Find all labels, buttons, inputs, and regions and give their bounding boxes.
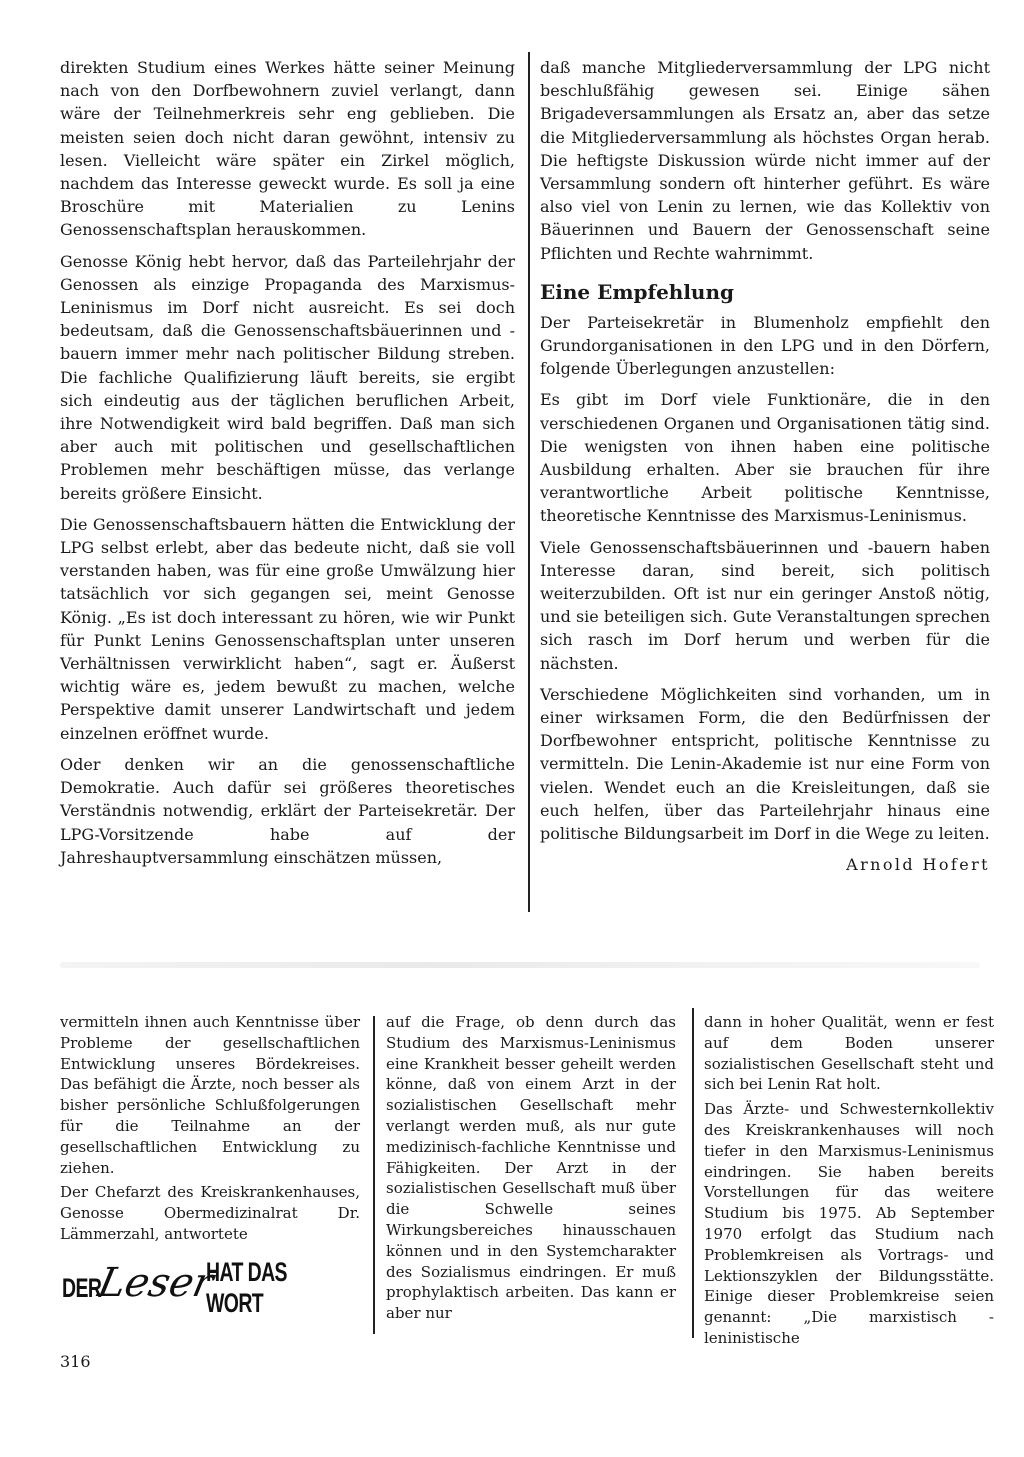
- article-paragraph: direkten Studium eines Werkes hätte seiner Meinung nach von den Dorfbewohnern zuviel verlangt, dann wäre der Teilnehmerkreis sehr eng geblieben. Die meisten seien doch nicht daran gewöhnt, intensiv zu lesen. Vielleicht wäre später ein Zirkel möglich, nachdem das Interesse geweckt wurde. Es soll ja eine Broschüre mit Materialien zu Lenins Genossenschaftsplan herauskommen.: [60, 58, 515, 240]
- masthead-right: HAT DAS WORT: [206, 1257, 288, 1318]
- letter-paragraph: Das Ärzte- und Schwesternkollektiv des Kreiskrankenhauses will noch tiefer in den Marxismus-Leninismus eindringen. Sie haben bereits Vorstellungen für das weitere Studium bis 1975. Ab September 1970 erfolgt das Studium nach Problemkreisen als Vortrags- und Lektionszyklen der Bildungsstätte. Einige dieser Problemkreise seien genannt: „Die marxistisch - leninistische: [704, 1100, 994, 1347]
- article-paragraph: daß manche Mitgliederversammlung der LPG nicht beschlußfähig gewesen sei. Einige sähen Brigadeversammlungen als Ersatz an, aber das setze die Mitgliederversammlung als höchstes Organ herab. Die heftigste Diskussion würde nicht immer auf der Versammlung sondern oft hinterher geführt. Es wäre also viel von Lenin zu lernen, wie das Kollektiv von Bäuerinnen und Bauern der Genossenschaft seine Pflichten und Rechte wahrnimmt.: [540, 58, 990, 263]
- section-separator: [60, 962, 980, 968]
- article-paragraph: Die Genossenschaftsbauern hätten die Entwicklung der LPG selbst erlebt, aber das bedeute nicht, daß sie voll verstanden haben, was für eine große Umwälzung hier tatsächlich vor sich gegangen sei, meint Genosse König. „Es ist doch interessant zu hören, wie wir Punkt für Punkt Lenins Genossenschaftsplan unter unseren Verhältnissen verwirklicht haben“, sagt er. Äußerst wichtig wäre es, jedem bewußt zu machen, welche Perspektive damit unserer Landwirtschaft und jedem einzelnen eröffnet wurde.: [60, 514, 515, 743]
- column-divider: [373, 1016, 375, 1334]
- page-number: 316: [60, 1352, 91, 1371]
- letter-paragraph: auf die Frage, ob denn durch das Studium des Marxismus-Leninismus eine Krankheit besser geheilt werden könne, daß von einem Arzt in der sozialistischen Gesellschaft mehr verlangt werden muß, als nur gute medizinisch-fachliche Kenntnisse und Fähigkeiten. Der Arzt in der sozialistischen Gesellschaft muß über die Schwelle seines Wirkungsbereiches hinausschauen können und in den Systemcharakter des Sozialismus eindringen. Er muß prophylaktisch arbeiten. Das kann er aber nur: [386, 1013, 676, 1323]
- letter-column-2: [386, 1012, 676, 1328]
- section-masthead: [62, 1258, 362, 1318]
- column-divider: [528, 52, 530, 912]
- article-paragraph: Oder denken wir an die genossenschaftliche Demokratie. Auch dafür sei größeres theoretisches Verständnis notwendig, erklärt der Parteisekretär. Der LPG-Vorsitzende habe auf der Jahreshauptversammlung einschätzen müssen,: [60, 754, 515, 867]
- article-paragraph: Es gibt im Dorf viele Funktionäre, die in den verschiedenen Organen und Organisationen tätig sind. Die wenigsten von ihnen haben eine politische Ausbildung erhalten. Aber sie brauchen für ihre verantwortliche Arbeit politische Kenntnisse, theoretische Kenntnisse des Marxismus-Leninismus.: [540, 390, 990, 526]
- article-paragraph: Viele Genossenschaftsbäuerinnen und -bauern haben Interesse daran, sind bereit, sich politisch weiterzubilden. Oft ist nur ein geringer Anstoß nötig, und sie beteiligen sich. Gute Veranstaltungen sprechen sich rasch im Dorf herum und werben für die nächsten.: [540, 537, 990, 673]
- letter-paragraph: vermitteln ihnen auch Kenntnisse über Probleme der gesellschaftlichen Entwicklung unseres Bördekreises. Das befähigt die Ärzte, noch besser als bisher persönliche Schlußfolgerungen für die Teilnahme an der gesellschaftlichen Entwicklung zu ziehen.: [60, 1013, 360, 1177]
- masthead-left: DER: [62, 1272, 102, 1303]
- article-paragraph: Genosse König hebt hervor, daß das Parteilehrjahr der Genossen als einzige Propaganda des Marxismus-Leninismus im Dorf nicht ausreicht. Es sei doch bedeutsam, daß die Genossenschaftsbäuerinnen und -bauern immer mehr nach politischer Bildung streben. Die fachliche Qualifizierung läuft bereits, sie ergibt sich eindeutig aus der täglichen beruflichen Arbeit, ihre Notwendigkeit wird bald begriffen. Daß man sich aber auch mit politischen und gesellschaftlichen Problemen mehr beschäftigen müsse, das verlange bereits größere Einsicht.: [60, 251, 515, 503]
- column-divider: [692, 1008, 694, 1338]
- author-signature: Arnold Hofert: [846, 855, 990, 875]
- letter-column-3: [704, 1012, 994, 1353]
- article-column-left: [60, 56, 515, 877]
- letter-column-1: [60, 1012, 360, 1249]
- section-subheading: Eine Empfehlung: [540, 279, 734, 304]
- letter-paragraph: dann in hoher Qualität, wenn er fest auf dem Boden unserer sozialistischen Gesellschaft steht und sich bei Lenin Rat holt.: [704, 1013, 994, 1094]
- masthead-script: Leser: [93, 1260, 218, 1306]
- article-column-right: [540, 56, 990, 877]
- article-paragraph: Der Parteisekretär in Blumenholz empfiehlt den Grundorganisationen in den LPG und in den Dörfern, folgende Überlegungen anzustellen:: [540, 312, 990, 379]
- article-paragraph: Verschiedene Möglichkeiten sind vorhanden, um in einer wirksamen Form, die den Bedürfnissen der Dorfbewohner entspricht, politische Kenntnisse zu vermitteln. Die Lenin-Akademie ist nur eine Form von vielen. Wendet euch an die Kreisleitungen, daß sie euch helfen, über das Parteilehrjahr hinaus eine politische Bildungsarbeit im Dorf in die Wege zu leiten.: [540, 684, 990, 844]
- letter-paragraph: Der Chefarzt des Kreiskrankenhauses, Genosse Obermedizinalrat Dr. Lämmerzahl, antwortete: [60, 1183, 360, 1243]
